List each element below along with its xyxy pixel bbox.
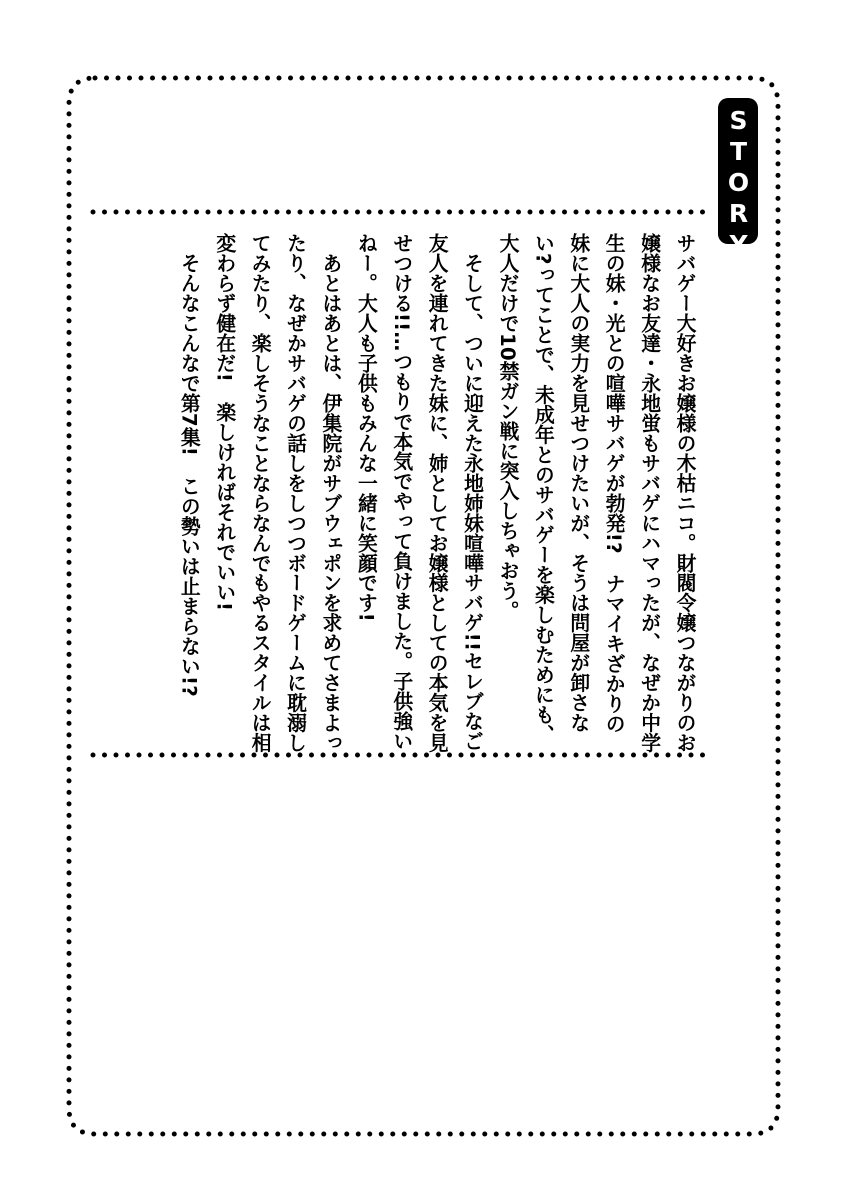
story-paragraph: そして、ついに迎えた永地姉妹喧嘩サバゲ!!セレブなご友人を連れてきた妹に、姉としてお嬢様としての本気を見せつける!!…つもりで本気でやって負けました。子供強いねー。大人も子供もみんな一緒に笑顔です! — [354, 233, 484, 753]
story-paragraph: そんなこんなで第7集! この勢いは止まらない!? — [177, 233, 201, 697]
story-paragraph: サバゲー大好きお嬢様の木枯ニコ。財閥令嬢つながりのお嬢様なお友達・永地蛍もサバゲにハマったが、なぜか中学生の妹・光との喧嘩サバゲが勃発!? ナマイキざかりの妹に大人の実力を見せつけたいが、そうは問屋が卸さない?ってことで、未成年とのサバゲーを楽しむためにも、大人だけで10禁ガン戦に突入しちゃおう。 — [495, 233, 696, 753]
story-label: STORY — [724, 106, 753, 261]
story-text — [171, 233, 702, 753]
story-paragraph: あとはあとは、伊集院がサブウェポンを求めてさまよったり、なぜかサバゲの話しをしつつボードゲームに耽溺してみたり、楽しそうなことならなんでもやるスタイルは相変わらず健在だ! 楽しければそれでいい! — [212, 233, 342, 753]
story-tab — [718, 98, 758, 261]
